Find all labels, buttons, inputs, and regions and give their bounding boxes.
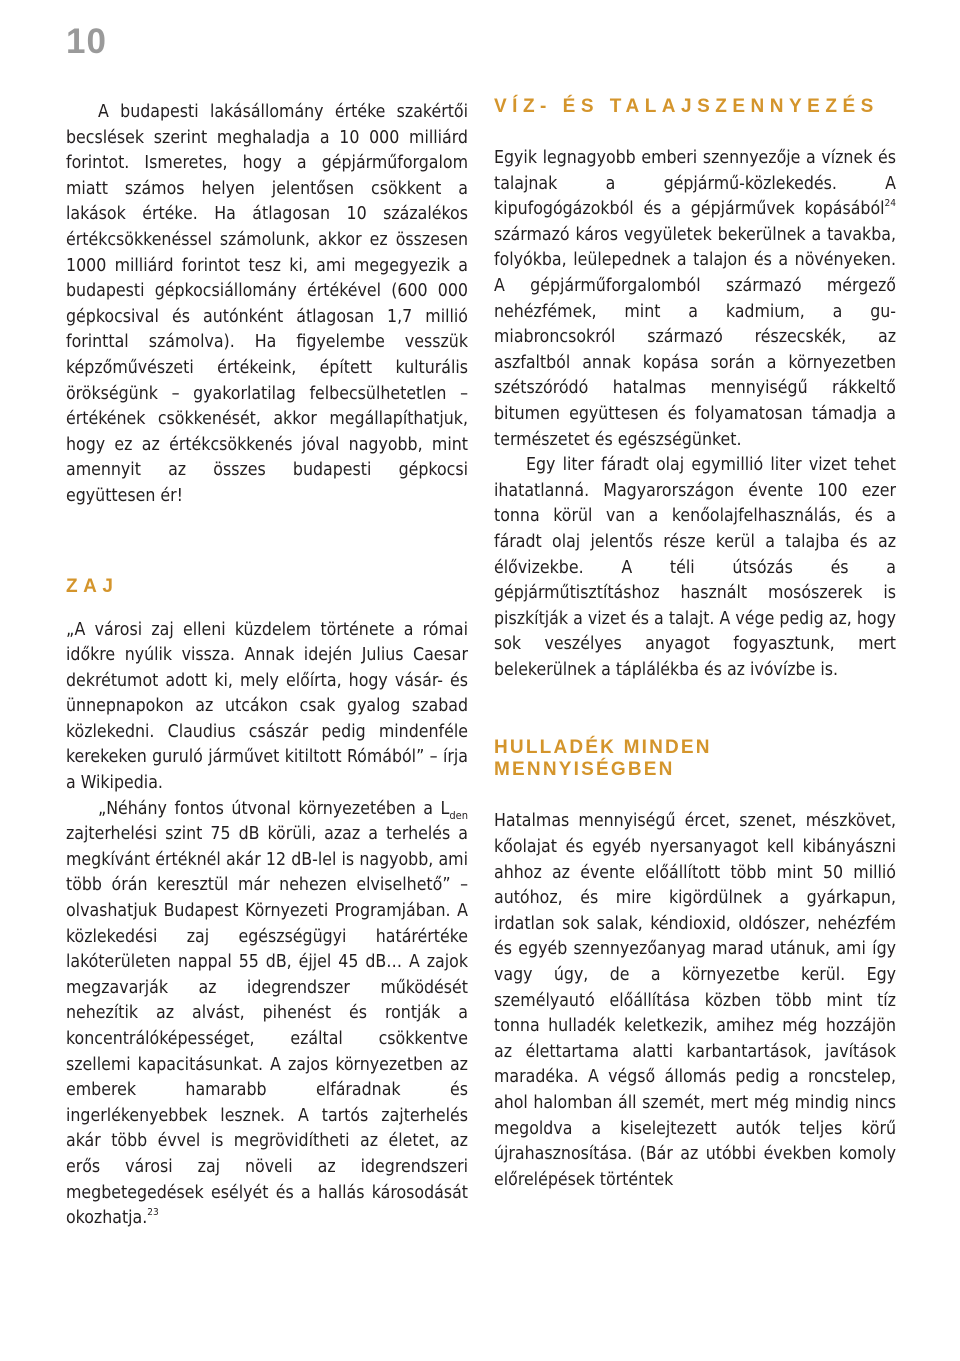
zaj-heading: ZAJ: [66, 575, 119, 597]
page-number: 10: [66, 22, 107, 61]
zaj-p2-text-a: „Néhány fontos útvonal környezetében a L: [98, 798, 450, 819]
footnote-ref-23: 23: [147, 1207, 159, 1219]
footnote-ref-24: 24: [884, 198, 896, 210]
zaj-p2-text-b: zajterhelési szint 75 dB körüli, azaz a terhelés a megkívánt értéknél akár 12 dB-lel is nagyobb, ami több órán keresztül már nehezen elviselhető” – olvashatjuk Budapest Környezeti Programjában. A közlekedési zaj egészségügyi határértéke lakóterületen nappal 55 dB, éjjel 45 dB… A zajok megzavarják az idegrendszer működését nehezítik az alvást, pihenést és rontják a koncentrálóképességet, ezáltal csökkentve szellemi kapacitásunkat. A zajos környezetben az emberek hamarabb elfáradnak és ingerlékenyebbek lesznek. A tartós zajterhelés akár több évvel is megrövidítheti az életet, az erős városi zaj növeli az idegrendszeri megbetegedések esélyét és a hallás károsodását okozhatja.: [66, 824, 468, 1229]
viz-paragraph-1: [494, 146, 896, 453]
lden-subscript: den: [449, 808, 468, 822]
intro-paragraph: A budapesti lakásállomány értéke szakértői becslések szerint meghaladja a 10 000 milliárd forintot. Ismeretes, hogy a gépjárműforgalom miatt számos helyen jelentősen csökkent a lakások értéke. Ha átlagosan 10 százalékos értékcsökkenéssel számolunk, akkor ez összesen 1000 milliárd forintot tesz ki, ami megegyezik a budapesti gépkocsiállomány értékével (600 000 gépkocsival és autónként átlagosan 1,7 millió forinttal számolva). Ha figyelembe vesszük képzőművészeti értékeink, épített kulturális örökségünk – gyakorlatilag felbecsülhetetlen – értékének csökkenését, akkor megállapíthatjuk, hogy ez az értékcsökkenés jóval nagyobb, mint amennyit az összes budapesti gépkocsi együttesen ér!: [66, 102, 468, 506]
viz-p1-text-a: Egyik legnagyobb emberi szennyezője a víznek és talajnak a gépjármű-közlekedés. A kipufogógázokból és a gépjárművek kopásából: [494, 148, 896, 220]
hull-paragraph: Hatalmas mennyiségű ércet, szenet, mészkövet, kőolajat és egyéb nyersanyagot kell kibányászni ahhoz az évente előállított több mint 50 millió autóhoz, és mire kigördülnek a gyárkapun, irdatlan sok salak, kéndioxid, oldószer, nehézfém és egyéb szennyezőanyag marad utánuk, ami így vagy úgy, de a környezetbe kerül. Egy személyautó előállítása közben több mint tíz tonna hulladék keletkezik, amihez még hozzájön az élettartama alatti karbantartások, javítások maradéka. A végső állomás pedig a roncstelep, ahol halomban áll szemét, mert még mindig nincs megoldva a kiselejtezett autók teljes körű újrahasznosítása. (Bár az utóbbi években komoly előrelépések történtek: [494, 811, 896, 1190]
viz-p1-text-b: származó káros vegyületek bekerülnek a tavakba, folyókba, leülepednek a talajon és a növényeken. A gépjárműforgalomból származó mérgező nehézfémek, mint a kadmium, a gumiabroncsokról származó részecskék, az aszfaltból annak kopása során a környezetben szétszóródó hatalmas mennyiségű rákkeltő bitumen együttesen és folyamatosan támadja a természetet és egészségünket.: [494, 224, 896, 450]
left-column: [66, 100, 468, 1232]
zaj-noise-paragraph: [66, 797, 468, 1232]
right-column: [494, 96, 896, 1193]
viz-heading: VÍZ- ÉS TALAJSZENNYEZÉS: [494, 96, 879, 117]
zaj-quote-paragraph: „A városi zaj elleni küzdelem története a római időkre nyúlik vissza. Annak idején Julius Caesar dekrétumot adott ki, mely előírta, hogy vásár- és ünnepnapokon az utcákon csak gyalog szabad közlekedni. Claudius császár pedig mindenféle kerekeken guruló járművet kitiltott Rómából” – írja a Wikipedia.: [66, 619, 468, 794]
viz-paragraph-2: Egy liter fáradt olaj egymillió liter vizet tehet ihatatlanná. Magyarországon évente 100 ezer tonna körül van a kenőolajfelhasználás, és a fáradt olaj jelentős része kerül a talajba és az élővizekbe. A téli útsózás és a gépjárműtisztításhoz használt mosószerek is piszkítják a vizet és a talajt. A vége pedig az, hogy sok veszélyes anyagot fogyasztunk, mert belekerülnek a táplálékba és az ivóvízbe is.: [494, 455, 896, 680]
hull-heading: HULLADÉK MINDEN MENNYISÉGBEN: [494, 737, 712, 781]
